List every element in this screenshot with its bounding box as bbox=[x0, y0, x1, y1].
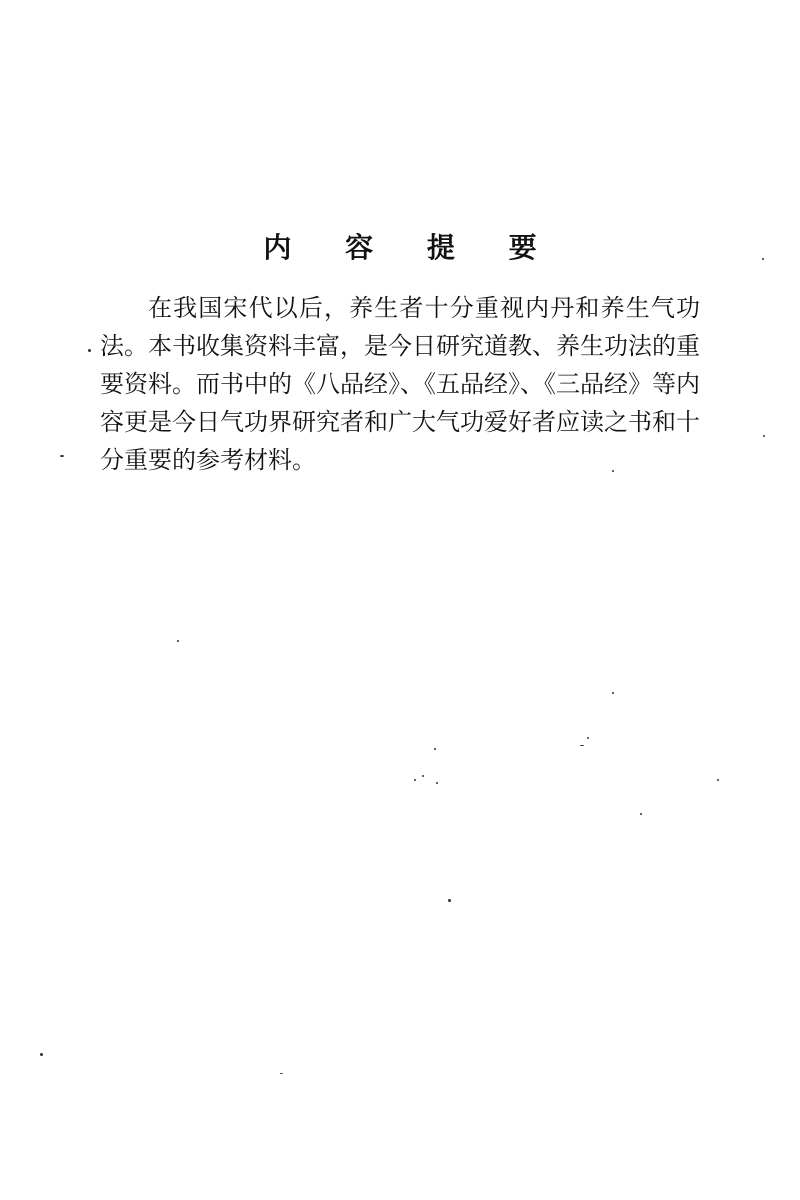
scan-speck bbox=[717, 779, 719, 781]
scan-speck bbox=[434, 748, 436, 750]
scan-speck bbox=[640, 813, 642, 815]
scan-speck bbox=[414, 779, 416, 781]
scan-speck bbox=[587, 737, 589, 739]
summary-paragraph: 在我国宋代以后，养生者十分重视内丹和养生气功法。本书收集资料丰富，是今日研究道教、养生功法的重要资料。而书中的《八品经》、《五品经》、《三品经》等内容更是今日气功界研究者和广大气功爱好者应读之书和十分重要的参考材料。 bbox=[100, 294, 700, 474]
scan-speck bbox=[280, 1073, 283, 1074]
scan-speck bbox=[763, 435, 765, 437]
scan-speck bbox=[88, 349, 91, 352]
scan-speck bbox=[177, 640, 179, 642]
scan-speck bbox=[40, 1053, 43, 1056]
scan-speck bbox=[612, 470, 614, 472]
scan-speck bbox=[580, 745, 584, 746]
scan-speck bbox=[60, 455, 64, 457]
scan-speck bbox=[436, 782, 438, 784]
scan-speck bbox=[448, 899, 451, 902]
scan-speck bbox=[762, 258, 764, 260]
scan-speck bbox=[422, 775, 424, 777]
scan-speck bbox=[612, 692, 614, 694]
page-title: 内 容 提 要 bbox=[263, 231, 559, 264]
